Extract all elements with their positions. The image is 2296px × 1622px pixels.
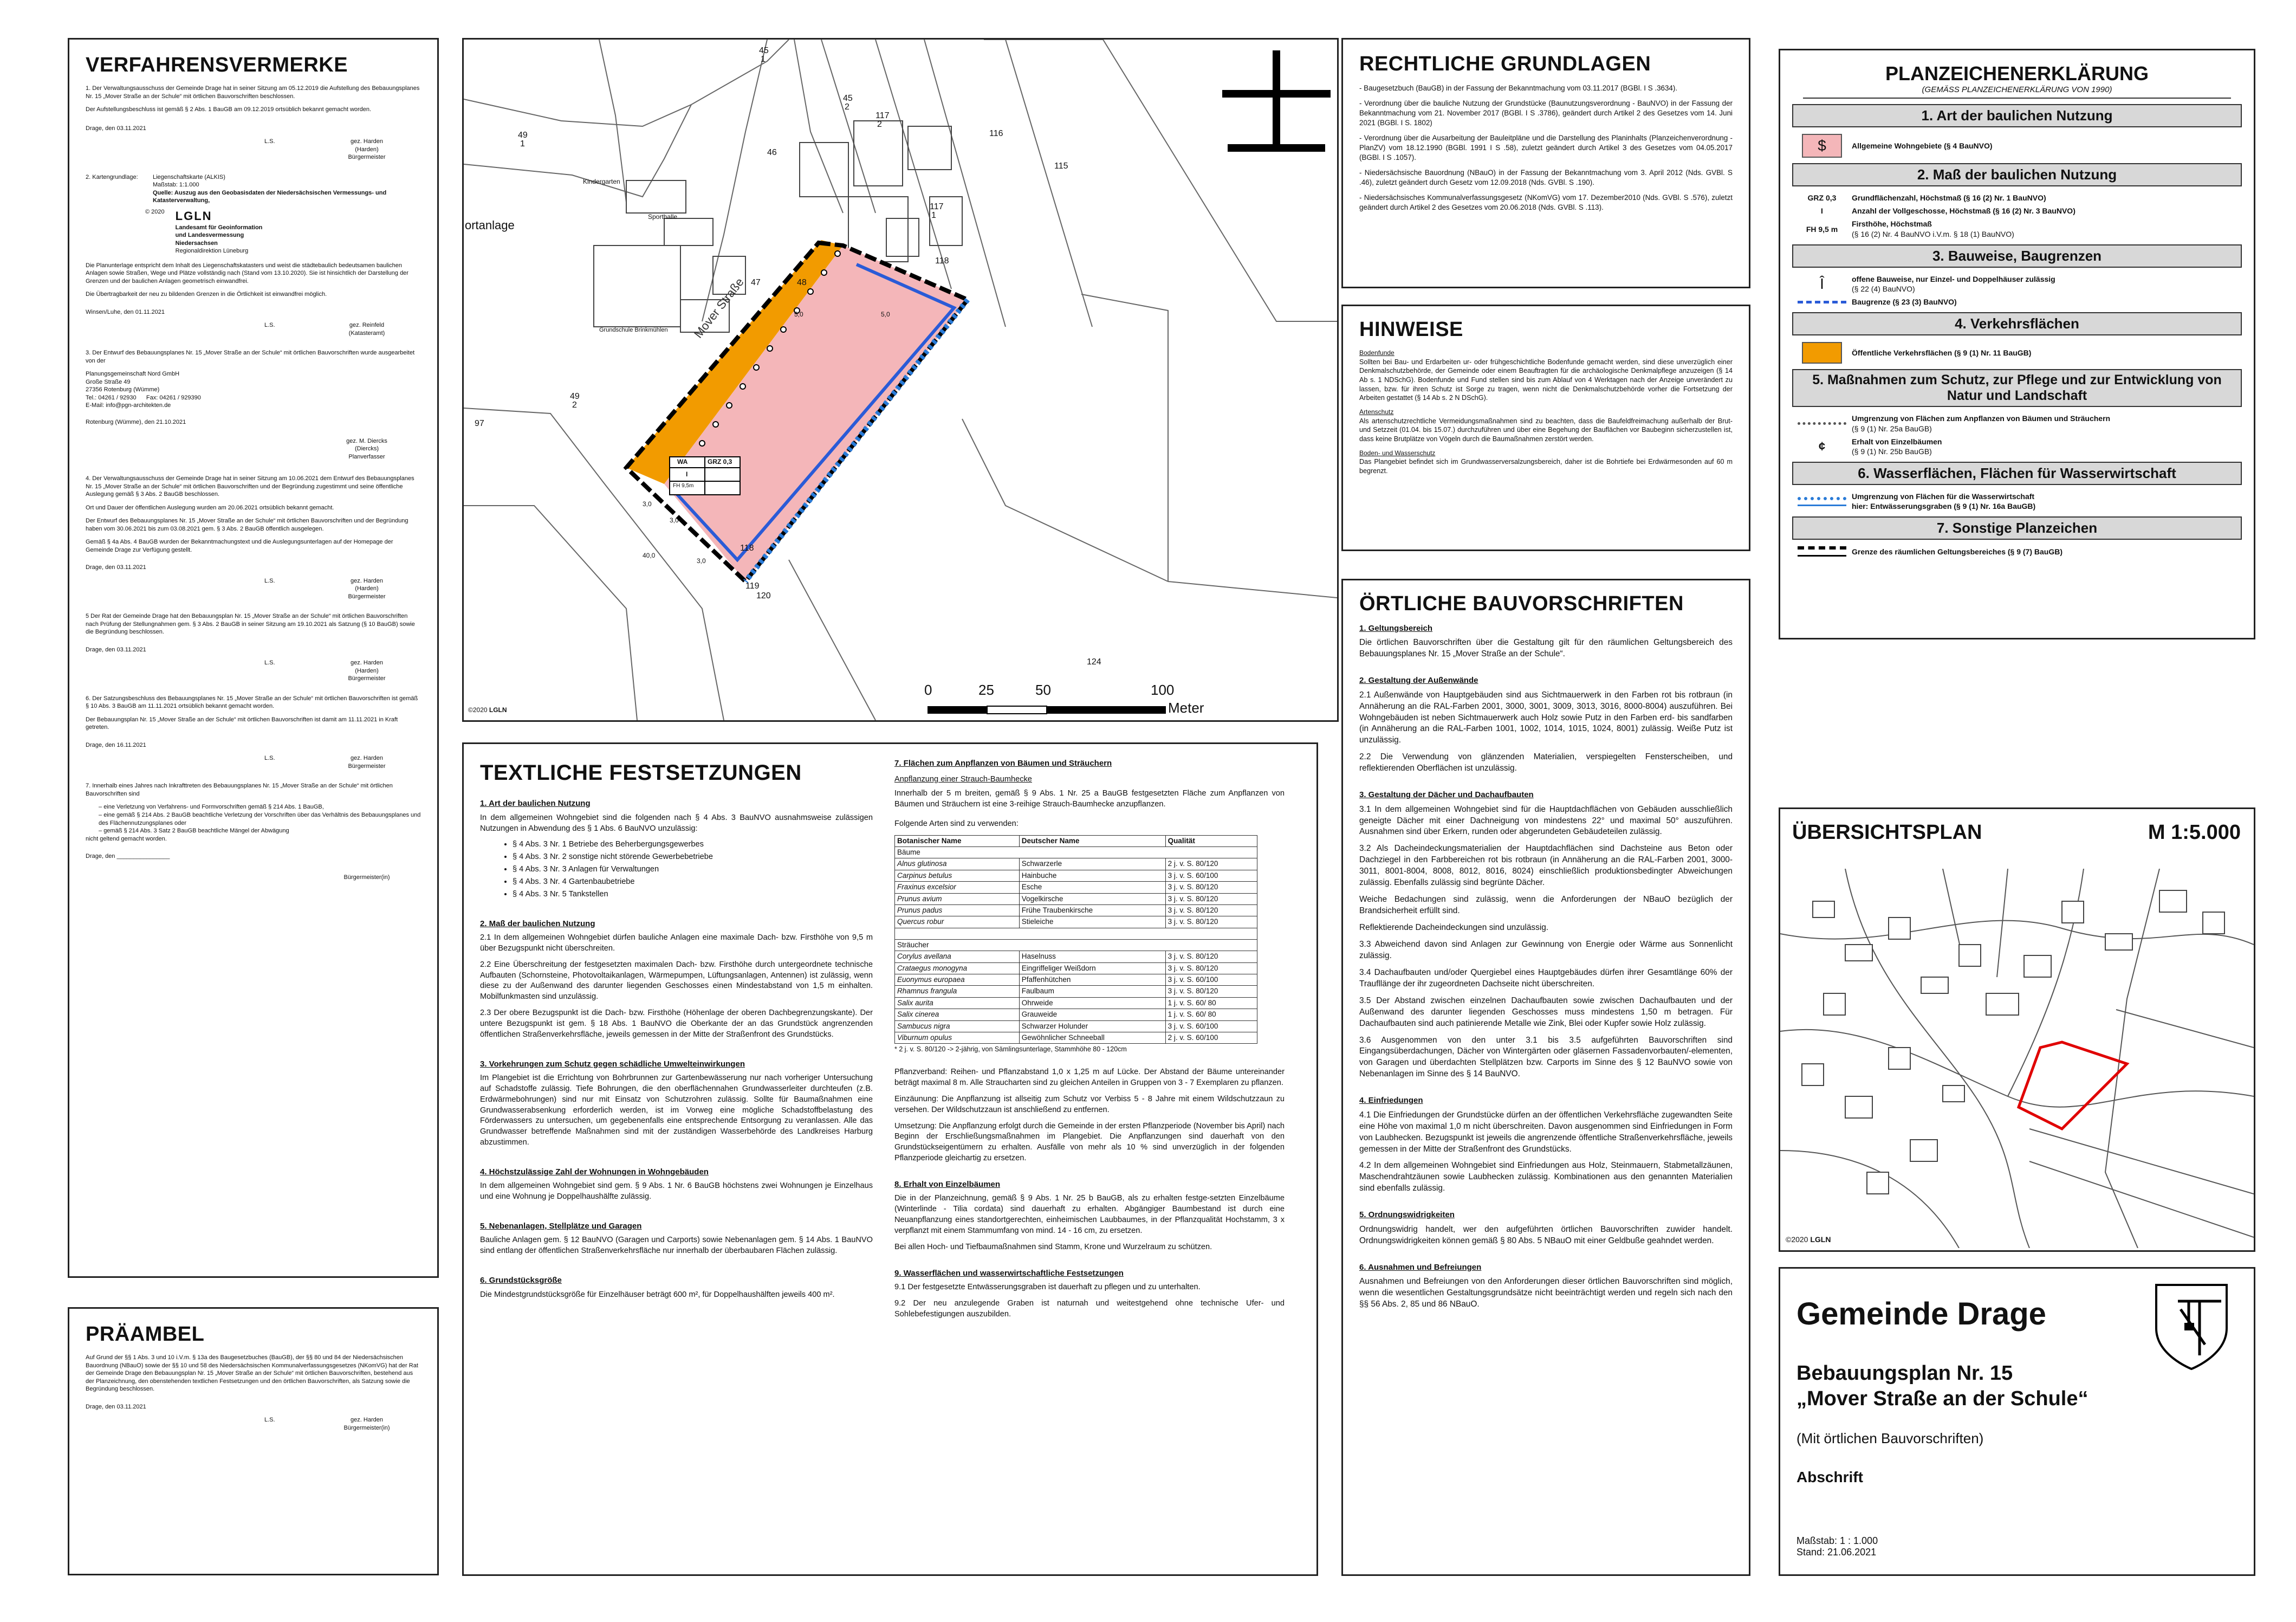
legend-row: I Anzahl der Vollgeschosse, Höchstmaß (§ 16 (2) Nr. 3 BauNVO) [1821,206,2076,216]
text: 2.2 Die Verwendung von glänzenden Materialien, verspiegelten Fensterscheiben, und reflektierenden Oberflächen ist unzulässig. [1359,752,1733,773]
map-labels [464,40,1337,720]
table-row [895,870,1257,881]
list-item: • § 4 Abs. 3 Nr. 4 Gartenbaubetriebe [513,877,873,888]
table-cell: 3 j. v. S. 80/120 [1165,882,1257,893]
section-heading: 7. Flächen zum Anpflanzen von Bäumen und Sträuchern [894,759,1112,768]
text: 4.2 In dem allgemeinen Wohngebiet sind Einfriedungen aus Holz, Steinmauern, Stabmetallzäunen, Maschendrahtzäunen sowie Laubhecken zulässig. Kombinationen aus den genannten Materialien sind ebenfalls zulässig. [1359,1161,1733,1193]
list-item: • § 4 Abs. 3 Nr. 1 Betriebe des Beherbergungsgewerbes [513,839,873,850]
section-heading: 5. Ordnungswidrigkeiten [1359,1210,1455,1220]
table-cell: Prunus avium [895,893,1020,904]
text: 1. Der Verwaltungsausschuss der Gemeinde Drage hat in seiner Sitzung am 05.12.2019 die Aufstellung des Bebauungsplanes Nr. 15 „Mover Straße an der Schule“ mit örtlichen Bauvorschriften beschlossen. [86,85,420,100]
date: Rotenburg (Wümme), den 21.10.2021 [86,418,186,425]
text: Ort und Dauer der öffentlichen Auslegung wurden am 20.06.2021 ortsüblich bekannt gemacht. [86,504,334,511]
table-cell: 3 j. v. S. 80/120 [1165,904,1257,916]
building-label: Sporthalle [648,213,678,221]
table-group-label: Sträucher [895,940,1257,951]
table-cell: 3 j. v. S. 80/120 [1165,893,1257,904]
table-row [895,974,1257,986]
wa-label: WA [677,458,688,466]
parcel-label: 117 [875,111,890,120]
legend-row: ¢ Erhalt von Einzelbäumen (§ 9 (1) Nr. 25b BauGB) [1792,437,2242,456]
text: Die Mindestgrundstücksgröße für Einzelhäuser beträgt 600 m², für Doppelhaushälften jeweils 400 m². [480,1290,835,1299]
section-heading: 6. Grundstücksgröße [480,1276,562,1285]
date: Drage, den 03.11.2021 [86,646,146,653]
parcel-label: 2 [845,102,849,112]
street-label: Mover Straße [691,275,747,341]
table-cell: Corylus avellana [895,951,1020,962]
table-cell: Gewöhnlicher Schneeball [1019,1032,1165,1043]
date: Drage, den ________________ [86,853,170,860]
dimension-label: 3,0 [670,516,679,524]
text: 3.6 Ausgenommen von den unter 3.1 bis 3.5 aufgeführten Bauvorschriften sind Eingangsüberdachungen, Dächer von Wintergärten oder gläsernen Fassadenvorbauten/-elementen, von Garagen und überdachten Stellplätzen bzw. Carports im Sinne des § 12 BauNVO sowie von Nebenanlagen im Sinne des § 14 BauNVO. [1359,1035,1733,1079]
lgln-block: © 2020 LGLN Landesamt für Geoinformation und Landesvermessung Niedersachsen Regionaldirektion Lüneburg [145,208,263,255]
hinweise-title: HINWEISE [1359,318,1463,341]
legend-row: FH 9,5 m Firsthöhe, Höchstmaß (§ 16 (2) Nr. 4 BauNVO i.V.m. § 18 (1) BauNVO) [1806,219,2014,238]
parcel-label: 118 [740,544,754,553]
subheading: Bodenfunde [1359,349,1395,357]
uebersichtsplan-title: ÜBERSICHTSPLAN [1792,821,1982,844]
textliche-festsetzungen-panel [462,742,1318,1576]
map-copyright: ©2020 LGLN [468,706,507,714]
legend-section-heading: 5. Maßnahmen zum Schutz, zur Pflege und zur Entwicklung von Natur und Landschaft [1792,369,2242,407]
title-block [1779,1267,2255,1576]
table-cell: Pfaffenhütchen [1019,974,1165,986]
signature-block: L.S. gez. Harden (Harden) Bürgermeister [264,138,386,161]
column-header: Qualität [1165,835,1257,846]
subheading: Anpflanzung einer Strauch-Baumhecke [894,775,1032,784]
table-cell: 1 j. v. S. 60/ 80 [1165,997,1257,1009]
subheading: Artenschutz [1359,408,1394,416]
parcel-label: 1 [520,139,525,148]
parcel-label: 2 [877,120,882,129]
text: 9.2 Der neu anzulegende Graben ist naturnah und weitestgehend ohne technische Ufer- und Sohlebefestigungen auszubilden. [894,1298,1285,1319]
parcel-label: 115 [1054,161,1068,171]
parcel-label: 49 [518,131,528,140]
plan-number: Bebauungsplan Nr. 15 [1796,1362,2013,1385]
massstab: Maßstab: 1 : 1.000 [1796,1535,1878,1546]
section-heading: 2. Maß der baulichen Nutzung [480,919,595,928]
parcel-label: 117 [930,202,944,211]
list-item: • § 4 Abs. 3 Nr. 3 Anlagen für Verwaltungen [513,864,873,875]
building-label: Grundschule Brinkmühlen [599,327,668,333]
text: Das Plangebiet befindet sich im Grundwasserversalzungsbereich, daher ist die Bohrtiefe bei Erdwärmesonden auf 60 m begrenzt. [1359,458,1733,475]
table-cell: Sambucus nigra [895,1020,1020,1032]
text: Im Plangebiet ist die Errichtung von Bohrbrunnen zur Gartenbewässerung nur nach vorheriger Untersuchung auf Schadstoffe zulässig. Tiefe Bohrungen, die den oberflächennahen Grundwasserleiter durchteufen (z.B. Erdwärmebohrungen) sind nur mit Einsatz von Schutzrohren zulässig. Sollte für Baumaßnahmen eine Grundwasserabsenkung erforderlich werden, ist im Vorweg eine mögliche Schadstoffbelastung des Förderwassers zu untersuchen, um gegebenenfalls eine entsprechende Entsorgung zu veranlassen. Alle das Grundwasser betreffende Maßnahmen sind mit der zuständigen Wasserbehörde des Landkreises Harburg abzustimmen. [480,1074,873,1147]
parcel-label: 116 [989,129,1003,138]
table-row [895,1009,1257,1020]
table-row [895,893,1257,904]
text: In dem allgemeinen Wohngebiet sind gem. § 9 Abs. 1 Nr. 6 BauGB höchstens zwei Wohnungen je Einzelhaus und eine Wohnung je Doppelhaushälfte zulässig. [480,1181,873,1201]
text: Der Entwurf des Bebauungsplanes Nr. 15 „Mover Straße an der Schule“ mit örtlichen Bauvorschriften und der Begründung haben vom 30.06.2021 bis zum 03.08.2021 gem. § 3 Abs. 2 BauGB öffentlich ausgelegen. [86,518,408,532]
signature-block: Bürgermeister(in) [343,874,390,881]
rechtliche-grundlagen-panel [1341,38,1750,288]
table-row [895,882,1257,893]
table-spacer [895,928,1257,939]
table-cell: 2 j. v. S. 60/100 [1165,1032,1257,1043]
praeambel-panel [68,1307,439,1575]
parcel-label: 46 [767,148,777,157]
signature-block: L.S. gez. Harden Bürgermeister(in) [264,1417,390,1431]
table-cell: Viburnum opulus [895,1032,1020,1043]
table-cell: Schwarzerle [1019,858,1165,870]
scale-tick: 50 [1035,682,1051,698]
praeambel-title: PRÄAMBEL [86,1323,205,1346]
section-heading: 9. Wasserflächen und wasserwirtschaftliche Festsetzungen [894,1268,1124,1278]
legend-row: Grenze des räumlichen Geltungsbereiches (§ 9 (7) BauGB) [1792,546,2242,557]
text: Bauliche Anlagen gem. § 12 BauNVO (Garagen und Carports) sowie Nebenanlagen gem. § 14 Abs. 1 BauNVO sind entlang der öffentlichen Straßenverkehrsfläche nur innerhalb der überbaubaren Flächen zulässig. [480,1236,873,1256]
parcel-label: 124 [1087,657,1101,667]
scale-tick: 25 [978,682,994,698]
oertliche-bauvorschriften-panel [1341,579,1750,1576]
text: 3.5 Der Abstand zwischen einzelnen Dachaufbauten sowie zwischen Dachaufbauten und der Außenwand des darunter liegenden Geschosses muss mindestens 1,50 m betragen. Für Dachaufbauten sind auch patinierende Metalle wie Zink, Blei oder Kupfer sowie Holz zulässig. [1359,996,1733,1028]
table-cell: 1 j. v. S. 60/ 80 [1165,1009,1257,1020]
table-row [895,1020,1257,1032]
legend-row: Öffentliche Verkehrsflächen (§ 9 (1) Nr. 11 BauGB) [1792,342,2242,364]
section-heading: 8. Erhalt von Einzelbäumen [894,1179,1001,1189]
overview-map [1780,869,2254,1248]
dimension-label: 3,0 [697,557,706,565]
rechtliche-grundlagen-title: RECHTLICHE GRUNDLAGEN [1359,53,1651,75]
anpflanzen-symbol [1798,422,1846,425]
legend-section-heading: 1. Art der baulichen Nutzung [1792,104,2242,127]
section-heading: 5. Nebenanlagen, Stellplätze und Garagen [480,1222,642,1231]
table-cell: Schwarzer Holunder [1019,1020,1165,1032]
plan-name: „Mover Straße an der Schule“ [1796,1387,2089,1410]
legend-subtitle: (GEMÄSS PLANZEICHENERKLÄRUNG VON 1990) [1803,85,2231,99]
verfahrensvermerke-panel [68,38,439,1278]
table-row [895,962,1257,974]
table-row [895,916,1257,928]
legend-title: PLANZEICHENERKLÄRUNG [1885,62,2149,85]
lgln-logo: LGLN [175,209,212,223]
text: Umsetzung: Die Anpflanzung erfolgt durch die Gemeinde in der ersten Pflanzperiode (November bis April) nach Beginn der Erschließungsmaßnahmen im Plangebiet. Die Anpflanzungen sind dauerhaft von den Grundstückseigentümern zu erhalten. Ausfälle von mehr als 10 % sind unverzüglich in der folgenden Pflanzperiode gleichartig zu ersetzen. [894,1121,1285,1163]
scale-tick: 100 [1151,682,1175,698]
legend-row: Umgrenzung von Flächen für die Wasserwirtschaft hier: Entwässerungsgraben (§ 9 (1) Nr. 16a BauGB) [1792,492,2242,511]
section-heading: 3. Gestaltung der Dächer und Dachaufbauten [1359,790,1534,800]
table-cell: Eingriffeliger Weißdorn [1019,962,1165,974]
legend-row: Baugrenze (§ 23 (3) BauNVO) [1792,297,2242,307]
text: Ausnahmen und Befreiungen von den Anforderungen dieser örtlichen Bauvorschriften sind möglich, wenn die wesentlichen Gestaltungsgrundsätze nicht beeinträchtigt werden und regeln sich nach den §§ 56 Abs. 2, 85 und 86 NBauO. [1359,1276,1733,1309]
area-label: ortanlage [465,218,515,232]
table-row [895,951,1257,962]
text: Die Übertragbarkeit der neu zu bildenden Grenzen in die Örtlichkeit ist einwandfrei möglich. [86,291,327,298]
text: 3.2 Als Dacheindeckungsmaterialien der Hauptdachflächen sind Dachsteine aus Beton oder Dachziegel in den Farbbereichen rot bis rotbraun (in Annäherung an die RAL-Farben 2001, 3000-3011, 8001-8004, 8008, 8012, 8016, 8024) einschließlich produktionsbedingter Abweichungen zulässig. Ebenfalls zulässig sind begrünte Dächer. [1359,844,1733,888]
text: nicht geltend gemacht worden. [86,835,167,842]
legend-row: GRZ 0,3 Grundflächenzahl, Höchstmaß (§ 16 (2) Nr. 1 BauNVO) [1807,193,2046,203]
signature-block: L.S. gez. Harden (Harden) Bürgermeister [264,577,386,600]
date: Winsen/Luhe, den 01.11.2021 [86,308,165,315]
parcel-label: 118 [935,256,949,266]
table-cell: Esche [1019,882,1165,893]
parcel-label: 48 [797,278,807,287]
parcel-label: 49 [570,392,580,401]
scale-tick: 0 [924,682,932,698]
scale-unit: Meter [1168,700,1204,716]
baugrenze-symbol [1798,301,1846,303]
table-cell: 3 j. v. S. 60/100 [1165,1020,1257,1032]
text: 2.3 Der obere Bezugspunkt ist die Dach- bzw. Firsthöhe (Höhenlage der oberen Dachbegrenzungskante). Der untere Bezugspunkt ist gem. § 18 Abs. 1 BauNVO die Oberkante der an das Grundstück angrenzenden öffentlichen Straßenverkehrsfläche, jeweils gemessen in der Mitte der Straßenfront des Grundstücks. [480,1009,873,1039]
table-row [895,997,1257,1009]
parcel-label: 45 [843,94,853,103]
table-cell: 3 j. v. S. 80/120 [1165,986,1257,997]
table-cell: Grauweide [1019,1009,1165,1020]
section-heading: 1. Geltungsbereich [1359,624,1433,633]
plan-meta [1796,1535,1878,1558]
text: 3.4 Dachaufbauten und/oder Quergiebel eines Hauptgebäudes dürfen ihrer Gesamtlänge 60% der Traufllänge der ihr zugeordneten Dachseite nicht überschreiten. [1359,967,1733,988]
parcel-label: 1 [931,211,936,220]
text: Innerhalb der 5 m breiten, gemäß § 9 Abs. 1 Nr. 25 a BauGB festgesetzten Fläche zum Anpflanzen von Bäumen und Sträuchern ist eine 3-reihige Strauch-Baumhecke anzupflanzen. [894,789,1285,809]
signature-block: L.S. gez. Harden Bürgermeister [264,755,386,770]
text: Ordnungswidrig handelt, wer den aufgeführten örtlichen Bauvorschriften zuwider handelt. Ordnungswidrigkeiten können gemäß § 80 Abs. 5 NBauO mit einer Geldbuße geahndet werden. [1359,1224,1733,1245]
signature-block: gez. M. Diercks (Diercks) Planverfasser [346,437,387,460]
text: 3.3 Abweichend davon sind Anlagen zur Gewinnung von Energie oder Wärme aus Sonnenlicht zulässig. [1359,939,1733,960]
text: 3. Der Entwurf des Bebauungsplanes Nr. 15 „Mover Straße an der Schule“ mit örtlichen Bauvorschriften wurde ausgearbeitet von der [86,350,415,364]
coat-of-arms-icon [2151,1279,2232,1372]
planer-address: Planungsgemeinschaft Nord GmbH Große Straße 49 27356 Rotenburg (Wümme) Tel.: 04261 / 92930 Fax: 04261 / 929390 E-Mail: info@pgn-architekten.de [86,371,201,409]
parcel-label: 2 [572,400,577,410]
text: 7. Innerhalb eines Jahres nach Inkrafttreten des Bebauungsplanes Nr. 15 „Mover Straße an der Schule“ mit örtlichen Bauvorschriften sind [86,783,393,797]
text: Folgende Arten sind zu verwenden: [894,819,1019,828]
table-cell: Frühe Traubenkirsche [1019,904,1165,916]
text: Bei allen Hoch- und Tiefbaumaßnahmen sind Stamm, Krone und Wurzelraum zu schützen. [894,1242,1212,1251]
table-row [895,904,1257,916]
dimension-label: 3,0 [643,500,652,508]
text: Gemäß § 4a Abs. 4 BauGB wurden der Bekanntmachungstext und die Auslegungsunterlagen auf der Homepage der Gemeinde Drage zur Verfügung gestellt. [86,539,393,553]
text: 4. Der Verwaltungsausschuss der Gemeinde Drage hat in seiner Sitzung am 10.06.2021 dem Entwurf des Bebauungsplanes Nr. 15 „Mover Straße an der Schule“ mit örtlichen Bauvorschriften und der Begründung zugestimmt und seine öffentliche Auslegung gemäß § 3 Abs. 2 BauGB beschlossen. [86,475,414,498]
column-header: Botanischer Name [895,835,1020,846]
section-heading: 3. Vorkehrungen zum Schutz gegen schädliche Umwelteinwirkungen [480,1059,745,1069]
section-heading: 4. Höchstzulässige Zahl der Wohnungen in Wohngebäuden [480,1167,709,1177]
table-cell: Alnus glutinosa [895,858,1020,870]
dimension-label: 5,0 [881,311,890,318]
text: 5 Der Rat der Gemeinde Drage hat den Bebauungsplan Nr. 15 „Mover Straße an der Schule“ mit örtlichen Bauvorschriften nach Prüfung der Stellungnahmen gem. § 3 Abs. 2 BauGB in seiner Sitzung am 19.10.2021 als Satzung (§ 10 BauGB) sowie die Begründung beschlossen. [86,613,415,636]
column-header: Deutscher Name [1019,835,1165,846]
text: 4.1 Die Einfriedungen der Grundstücke dürfen an der öffentlichen Verkehrsfläche zugewandten Seite eine Höhe von maximal 1,0 m nicht überschreiten. Davon ausgenommen sind Einfriedungen in Form von Laubhecken. Bezugspunkt ist jeweils die angrenzende öffentliche Straßenverkehrsfläche, jeweils gemessen in der Mitte der Straßenfront des Grundstücks. [1359,1110,1733,1154]
table-cell: 3 j. v. S. 60/100 [1165,870,1257,881]
date: Drage, den 03.11.2021 [86,125,146,132]
uebersichtsplan-panel [1779,807,2255,1252]
text: 3.1 In dem allgemeinen Wohngebiet sind für die Hauptdachflächen von Gebäuden ausschließlich geneigte Dächer mit einer Dachneigung von mindestens 22° und maximal 50° auszuführen. Ausnahmen sind über Erkern, runden oder abgerundeten Gebäudeteilen zulässig. [1359,804,1733,837]
table-cell: Stieleiche [1019,916,1165,928]
legend-section-heading: 4. Verkehrsflächen [1792,312,2242,335]
table-group-label: Bäume [895,847,1257,858]
table-cell: Fraxinus excelsior [895,882,1020,893]
legal-item: - Niedersächsische Bauordnung (NBauO) in der Fassung der Bekanntmachung vom 3. April 2012 (Nds. GVBl. S .46), zuletzt geändert durch Gesetz vom 12.09.2018 (Nds. GVBl. S .190). [1359,168,1733,186]
section-heading: 4. Einfriedungen [1359,1096,1423,1106]
text: Einzäunung: Die Anpflanzung ist allseitig zum Schutz vor Verbiss 5 - 8 Jahre mit einem Wildschutzzaun zu versehen. Der Wildschutzzaun ist anschließend zu entfernen. [894,1094,1285,1114]
table-cell: Quercus robur [895,916,1020,928]
table-row [895,986,1257,997]
section-heading: 2. Gestaltung der Außenwände [1359,676,1478,686]
overview-copyright: ©2020 LGLN [1786,1235,1831,1244]
list: – eine Verletzung von Verfahrens- und Formvorschriften gemäß § 214 Abs. 1 BauGB, – eine gemäß § 214 Abs. 2 BauGB beachtliche Verletzung der Vorschriften über das Verhältnis des Bebauungsplanes und des Flächennutzungsplanes oder – gemäß § 214 Abs. 3 Satz 2 BauGB beachtliche Mängel der Abwägung [99,804,421,835]
table-cell: Rhamnus frangula [895,986,1020,997]
legend-row: $ Allgemeine Wohngebiete (§ 4 BauNVO) [1792,134,2242,158]
table-row [895,1032,1257,1043]
fh-label: FH 9,5m [673,483,694,489]
legend-section-heading: 3. Bauweise, Baugrenzen [1792,244,2242,268]
exclusion-list [480,839,873,900]
table-cell: 3 j. v. S. 80/120 [1165,916,1257,928]
table-cell: Crataegus monogyna [895,962,1020,974]
parcel-label: 45 [759,46,769,55]
uebersichtsplan-scale: M 1:5.000 [2148,821,2241,844]
dimension-label: 5,0 [794,311,803,318]
table-row [895,858,1257,870]
parcel-label: 1 [761,55,766,64]
grz-label: GRZ 0,3 [708,458,732,466]
parcel-label: 120 [756,591,771,600]
plan-subtitle: (Mit örtlichen Bauvorschriften) [1796,1430,1984,1446]
date: Drage, den 16.11.2021 [86,741,146,748]
text: 6. Der Satzungsbeschluss des Bebauungsplanes Nr. 15 „Mover Straße an der Schule“ mit örtlichen Bauvorschriften ist gemäß § 10 Abs. 3 BauGB am 11.11.2021 ortsüblich bekannt gemacht worden. [86,695,418,710]
subheading: Boden- und Wasserschutz [1359,449,1436,457]
legend-row: Î offene Bauweise, nur Einzel- und Doppelhäuser zulässig (§ 22 (4) BauNVO) [1820,274,2055,293]
legend-section-heading: 6. Wasserflächen, Flächen für Wasserwirtschaft [1792,462,2242,485]
table-cell: Ohrweide [1019,997,1165,1009]
list-item: • § 4 Abs. 3 Nr. 2 sonstige nicht störende Gewerbebetriebe [513,852,873,863]
building-label: Kindergarten [583,178,620,185]
text: Weiche Bedachungen sind zulässig, wenn die Anforderungen der NBauO bezüglich der Brandsicherheit erfüllt sind. [1359,895,1733,916]
legal-item: - Niedersächsisches Kommunalverfassungsgesetz (NKomVG) vom 17. Dezember2010 (Nds. GVBl. S .576), zuletzt geändert durch Artikel 2 des Gesetzes vom 20.06.2018 (Nds. GVBl. S .113). [1359,193,1733,211]
table-cell: Salix aurita [895,997,1020,1009]
kartengrundlage: 2. Kartengrundlage: Liegenschaftskarte (ALKIS) Maßstab: 1:1.000 Quelle: Auszug aus den Geobasisdaten der Niedersächsischen Vermessungs- und Katasterverwaltung, [86,173,387,204]
table-cell: Hainbuche [1019,870,1165,881]
date: Drage, den 03.11.2021 [86,1403,146,1410]
parcel-label: 119 [745,581,760,591]
legend-panel [1779,49,2255,639]
plan-map-panel [462,38,1339,722]
table-cell: Carpinus betulus [895,870,1020,881]
gemeinde-title: Gemeinde Drage [1796,1296,2046,1332]
text: Die in der Planzeichnung, gemäß § 9 Abs. 1 Nr. 25 b BauGB, als zu erhalten festge-setzten Einzelbäume (Winterlinde - Tilia cordata) sind dauerhaft zu erhalten. Abgängiger Baumbestand ist durch eine Neuanpflanzung eines standortgerechten, einheimischen Laubbaumes, in der Pflanzqualität Hochstamm, 3 x verpflanzt mit einem Stammumfang von mind. 14 - 16 cm, zu ersetzen. [894,1194,1285,1235]
text: Der Bebauungsplan Nr. 15 „Mover Straße an der Schule“ mit örtlichen Bauvorschriften ist damit am 11.11.2021 in Kraft getreten. [86,716,398,731]
floors-label: I [686,470,688,478]
parcel-label: 97 [475,419,484,428]
text: 9.1 Der festgesetzte Entwässerungsgraben ist dauerhaft zu pflegen und zu unterhalten. [894,1282,1201,1291]
text: Reflektierende Dacheindeckungen sind unzulässig. [1359,923,1549,933]
text: Pflanzverband: Reihen- und Pflanzabstand 1,0 x 1,25 m auf Lücke. Der Abstand der Bäume untereinander beträgt maximal 8 m. Alle Straucharten sind zu gleichen Anteilen in Gruppen von 3 - 7 Exemplaren zu pflanzen. [894,1068,1285,1088]
section-heading: 1. Art der baulichen Nutzung [480,799,591,809]
text: Auf Grund der §§ 1 Abs. 3 und 10 i.V.m. § 13a des Baugesetzbuches (BauGB), der §§ 80 und 84 der Niedersächsischen Bauordnung (NBauO) sowie der §§ 10 und 58 des Niedersächsischen Kommunalverfassungsgesetzes (NKomVG) hat der Rat der Gemeinde Drage den Bebauungsplan Nr. 15 „Mover Straße an der Schule“ mit örtlichen Bauvorschriften, bestehend aus der Planzeichnung, den obenstehenden textlichen Festsetzungen und den örtlichen Bauvorschriften, als Satzung sowie die Begründung beschlossen. [86,1354,418,1393]
table-cell: 2 j. v. S. 80/120 [1165,858,1257,870]
signature-block: L.S. gez. Reinfeld (Katasteramt) [264,322,385,337]
geltungsbereich-symbol [1798,546,1846,557]
table-cell: Euonymus europaea [895,974,1020,986]
text: Sollten bei Bau- und Erdarbeiten ur- oder frühgeschichtliche Bodenfunde gemacht werden, sind diese unverzüglich einer Denkmalschutzbehörde, der Gemeinde oder einem Beauftragten für die archäologische Denkmalpflege anzuzeigen (§ 14 Ab s. 1 NDSchG). Bodenfunde und Fund stellen sind bis zum Ablauf von 4 Werktagen nach der Anzeige unverändert zu lassen, bzw. für ihren Schutz ist Sorge zu tragen, wenn nicht die Denkmalschutzbehörde vorher die Fortsetzung der Arbeiten gestattet (§ 14 Ab s. 2 N DSchG). [1359,358,1733,402]
table-cell: Faulbaum [1019,986,1165,997]
text: Als artenschutzrechtliche Vermeidungsmaßnahmen sind zu beachten, dass die Baufeldfreimachung außerhalb der Brut- und Setzzeit (01.04. bis 15.07.) durchzuführen und über eine Begehung der Bauflächen vor Baubeginn sicherzustellen ist, dass keine Brutplätze von Vögeln durch die Baumaßnahmen zerstört werden. [1359,417,1733,443]
table-cell: Prunus padus [895,904,1020,916]
wasser-symbol [1798,497,1846,506]
footnote: * 2 j. v. S. 80/120 -> 2-jährig, von Sämlingsunterlage, Stammhöhe 80 - 120cm [894,1045,1127,1054]
table-cell: 3 j. v. S. 80/120 [1165,962,1257,974]
stand-date: Stand: 21.06.2021 [1796,1547,1877,1558]
table-cell: Salix cinerea [895,1009,1020,1020]
table-cell: 3 j. v. S. 60/100 [1165,974,1257,986]
wa-symbol: $ [1802,134,1842,158]
hinweise-panel [1341,305,1750,551]
tree-icon: ¢ [1818,439,1826,453]
section-heading: 6. Ausnahmen und Befreiungen [1359,1262,1482,1272]
table-cell: Vogelkirsche [1019,893,1165,904]
verkehrsflaeche-symbol [1802,342,1842,364]
legal-item: - Verordnung über die Ausarbeitung der Bauleitpläne und die Darstellung des Planinhalts (Planzeichenverordnung - PlanZV) vom 18.12.1990 (BGBl. 1991 I S .58), zuletzt geändert durch Artikel 3 des Gesetzes vom 04.05.2017 (BGBl. I S .1057). [1359,133,1733,161]
text: Die Planunterlage entspricht dem Inhalt des Liegenschaftskatasters und weist die städtebaulich bedeutsamen baulichen Anlagen sowie Straßen, Wege und Plätze vollständig nach (Stand vom 13.10.2020). Sie ist hinsichtlich der Darstellung der Grenzen und der baulichen Anlagen geometrisch einwandfrei. [86,262,408,285]
legend-section-heading: 2. Maß der baulichen Nutzung [1792,163,2242,186]
list-item: • § 4 Abs. 3 Nr. 5 Tankstellen [513,889,873,900]
oertliche-bauvorschriften-title: ÖRTLICHE BAUVORSCHRIFTEN [1359,592,1684,615]
date: Drage, den 03.11.2021 [86,564,146,571]
legend-row: Umgrenzung von Flächen zum Anpflanzen von Bäumen und Sträuchern (§ 9 (1) Nr. 25a BauGB) [1792,413,2242,433]
parcel-label: 47 [751,278,761,287]
legal-item: - Verordnung über die bauliche Nutzung der Grundstücke (Baunutzungsverordnung - BauNVO) in der Fassung der Bekanntmachung vom 21. November 2017 (BGBl. I S .3786), geändert durch Artikel 2 des Gesetzes vom 14. Juni 2021 (BGBl. I S. 1802) [1359,99,1733,127]
abschrift-label: Abschrift [1796,1469,1863,1485]
legend-section-heading: 7. Sonstige Planzeichen [1792,516,2242,540]
dimension-label: 40,0 [643,552,656,559]
text: Die örtlichen Bauvorschriften über die Gestaltung gilt für den räumlichen Geltungsbereich des Bebauungsplanes Nr. 15 „Mover Straße an der Schule“. [1359,638,1733,659]
text: Der Aufstellungsbeschluss ist gemäß § 2 Abs. 1 BauGB am 09.12.2019 ortsüblich bekannt gemacht worden. [86,106,372,113]
textliche-festsetzungen-title: TEXTLICHE FESTSETZUNGEN [480,761,802,785]
verfahrensvermerke-title: VERFAHRENSVERMERKE [86,54,348,76]
table-cell: Haselnuss [1019,951,1165,962]
signature-block: L.S. gez. Harden (Harden) Bürgermeister [264,660,386,682]
plants-table [894,835,1257,1044]
legal-item: - Baugesetzbuch (BauGB) in der Fassung der Bekanntmachung vom 03.11.2017 (BGBl. I S .3634). [1359,84,1678,92]
text: 2.1 Außenwände von Hauptgebäuden sind aus Sichtmauerwerk in den Farben rot bis rotbraun (in Annäherung an die RAL-Farben 2001, 3000, 3001, 3009, 3013, 3016, 8000-8004) auszuführen. Bei Wohngebäuden ist neben Sichtmauerwerk auch Holz sowie Putz in den Farben erd- bis sandfarben (in Annäherung an die RAL-Farben 1001, 1002, 1014, 1015, 1024, 8001) zulässig. Weiße Putz ist unzulässig. [1359,690,1733,745]
text: 2.1 In dem allgemeinen Wohngebiet dürfen bauliche Anlagen eine maximale Dach- bzw. Firsthöhe von 9,5 m über Bezugspunkt nicht überschreiten. [480,933,873,953]
text: 2.2 Eine Überschreitung der festgesetzten maximalen Dach- bzw. Firsthöhe durch untergeordnete technische Aufbauten (Schornsteine, Photovoltaikanlagen, Wärmepumpen, Lüftungsanlagen, Antennen) ist zulässig, wenn diese zu der Außenwand des darunter liegenden Geschosses einen Mindestabstand von 1,5 m einhalten. Mobilfunkmasten sind unzulässig. [480,960,873,1001]
text: In dem allgemeinen Wohngebiet sind die folgenden nach § 4 Abs. 3 BauNVO ausnahmsweise zulässigen Nutzungen in Abwendung des § 1 Abs. 6 BauNVO unzulässig: [480,813,873,833]
table-cell: 3 j. v. S. 80/120 [1165,951,1257,962]
